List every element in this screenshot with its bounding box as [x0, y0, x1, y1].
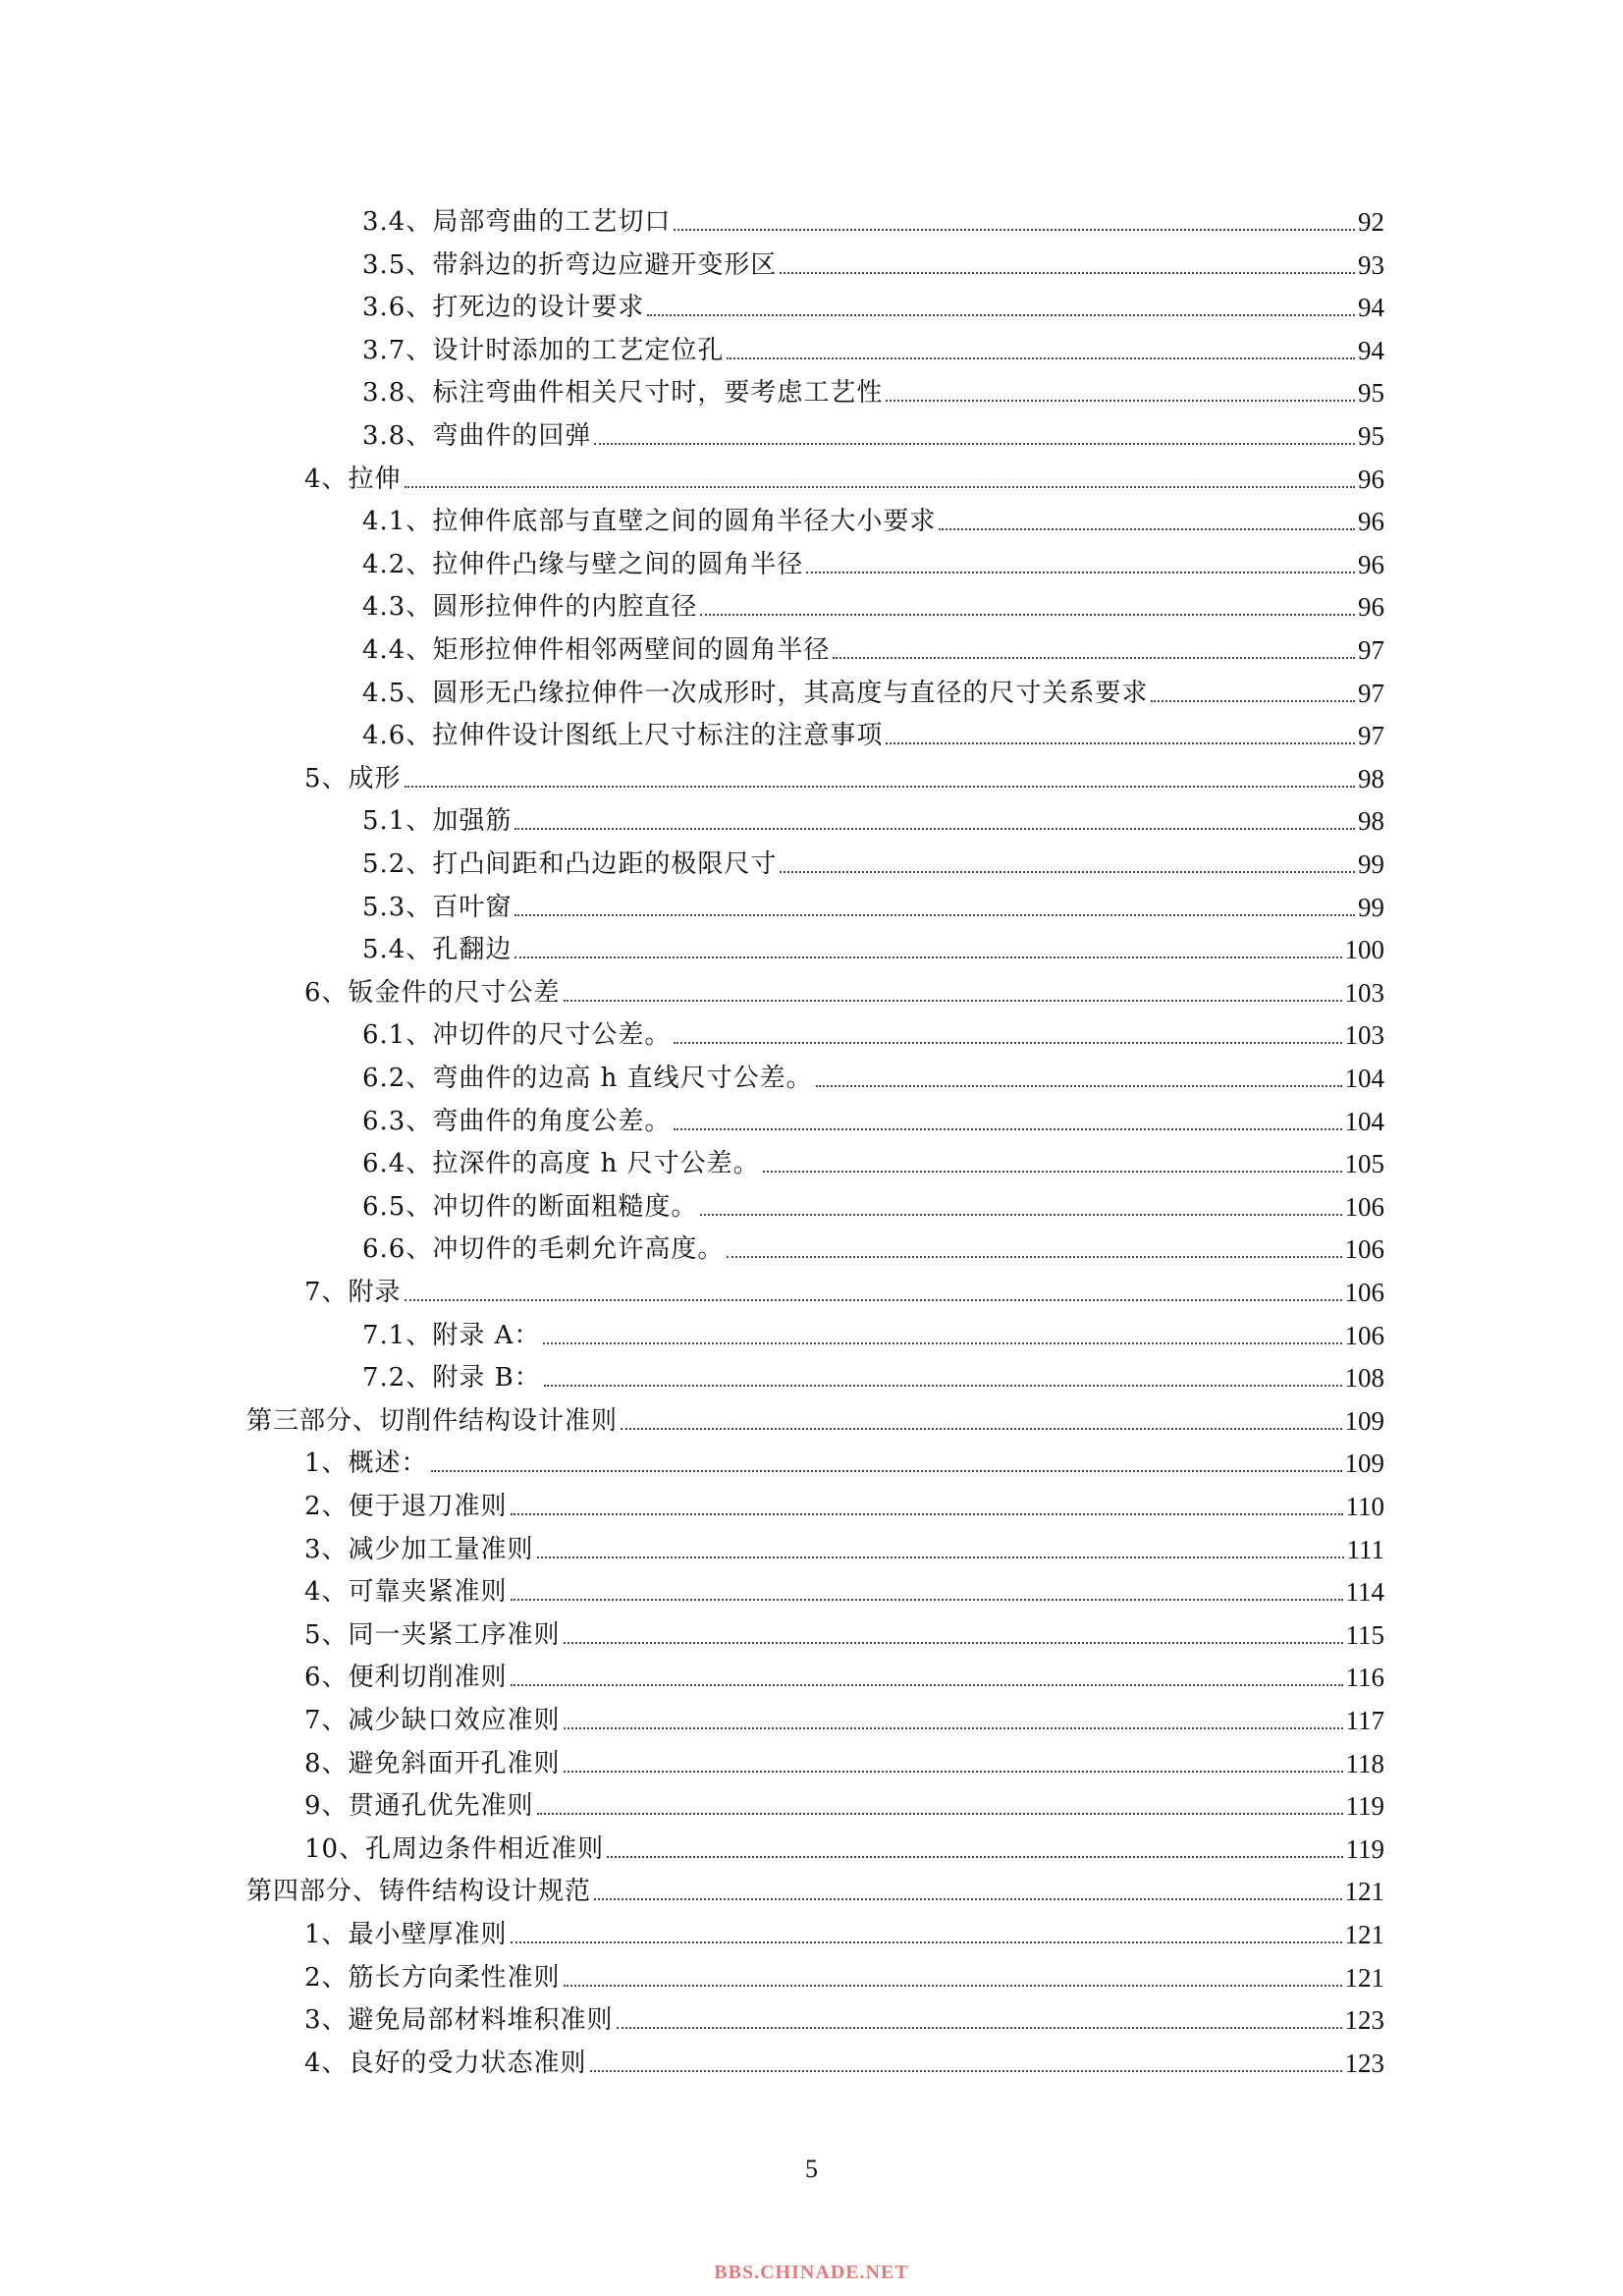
toc-entry[interactable]	[362, 1102, 1384, 1137]
toc-entry-title: 6.2、弯曲件的边高 h 直线尺寸公差。	[362, 1064, 813, 1093]
toc-dot-leader	[621, 1428, 1341, 1430]
toc-dot-leader	[564, 1771, 1343, 1773]
toc-dot-leader	[511, 1513, 1343, 1515]
toc-entry[interactable]	[362, 1015, 1384, 1051]
toc-entry-title: 4.4、矩形拉伸件相邻两壁间的圆角半径	[362, 635, 831, 665]
toc-entry-page: 106	[1344, 1320, 1384, 1350]
toc-entry[interactable]	[304, 759, 1384, 794]
toc-dot-leader	[544, 1385, 1342, 1387]
toc-entry-page: 110	[1345, 1492, 1384, 1521]
toc-entry[interactable]	[362, 716, 1384, 751]
toc-entry[interactable]	[362, 587, 1384, 623]
toc-entry-page: 92	[1358, 207, 1384, 237]
toc-dot-leader	[543, 1342, 1341, 1344]
toc-entry-page: 114	[1345, 1577, 1384, 1608]
toc-dot-leader	[431, 1470, 1342, 1472]
toc-entry[interactable]	[304, 1273, 1384, 1308]
toc-entry-page: 95	[1358, 421, 1384, 451]
toc-entry[interactable]	[362, 331, 1384, 366]
toc-entry[interactable]	[362, 801, 1384, 837]
toc-dot-leader	[537, 1557, 1344, 1558]
toc-entry[interactable]	[362, 373, 1384, 409]
toc-dot-leader	[564, 1642, 1343, 1644]
toc-entry[interactable]	[304, 1744, 1384, 1779]
toc-entry-page: 97	[1358, 635, 1384, 665]
toc-entry[interactable]	[362, 674, 1384, 709]
toc-entry-title: 5.2、打凸间距和凸边距的极限尺寸	[362, 849, 778, 879]
toc-entry-page: 106	[1344, 1191, 1384, 1222]
toc-entry-page: 111	[1346, 1534, 1384, 1564]
toc-entry-title: 4、良好的受力状态准则	[304, 2048, 587, 2078]
toc-entry-page: 99	[1358, 892, 1384, 922]
toc-entry-page: 119	[1345, 1833, 1384, 1864]
toc-entry-title: 4、可靠夹紧准则	[304, 1577, 508, 1608]
toc-entry-page: 117	[1345, 1706, 1384, 1735]
toc-entry-title: 4.3、圆形拉伸件的内腔直径	[362, 592, 698, 623]
toc-entry-page: 103	[1344, 1020, 1384, 1051]
toc-entry-title: 6、钣金件的尺寸公差	[304, 977, 561, 1008]
toc-entry[interactable]	[362, 1059, 1384, 1094]
toc-dot-leader	[564, 1000, 1342, 1002]
toc-dot-leader	[514, 828, 1355, 830]
toc-entry-page: 123	[1344, 2048, 1384, 2078]
toc-entry-title: 7、减少缺口效应准则	[304, 1706, 561, 1735]
toc-entry-title: 3.8、标注弯曲件相关尺寸时，要考虑工艺性	[362, 378, 884, 409]
toc-dot-leader	[1151, 700, 1355, 702]
toc-dot-leader	[806, 572, 1355, 574]
toc-entry-title: 4、拉伸	[304, 464, 402, 494]
toc-entry-title: 第四部分、铸件结构设计规范	[246, 1877, 592, 1907]
toc-dot-leader	[405, 786, 1355, 788]
toc-entry[interactable]	[304, 1701, 1384, 1736]
toc-entry-page: 98	[1358, 763, 1384, 793]
page-number: 5	[805, 2155, 818, 2183]
toc-entry[interactable]	[304, 1830, 1384, 1865]
toc-entry[interactable]	[304, 1572, 1384, 1608]
toc-dot-leader	[514, 914, 1355, 916]
toc-entry-page: 96	[1358, 507, 1384, 537]
toc-dot-leader	[594, 443, 1355, 445]
toc-dot-leader	[607, 1856, 1342, 1858]
toc-dot-leader	[886, 742, 1355, 744]
toc-dot-leader	[405, 1299, 1342, 1301]
toc-dot-leader	[700, 1214, 1341, 1216]
toc-entry[interactable]	[362, 416, 1384, 452]
toc-entry[interactable]	[304, 1444, 1384, 1479]
toc-entry[interactable]	[304, 2044, 1384, 2079]
toc-dot-leader	[564, 1985, 1342, 1987]
toc-entry-title: 4.5、圆形无凸缘拉伸件一次成形时，其高度与直径的尺寸关系要求	[362, 678, 1149, 708]
toc-dot-leader	[674, 1128, 1341, 1130]
toc-entry-title: 7、附录	[304, 1278, 402, 1307]
toc-dot-leader	[886, 400, 1355, 402]
toc-entry-page: 116	[1345, 1663, 1384, 1693]
toc-entry-page: 98	[1358, 806, 1384, 837]
toc-dot-leader	[514, 957, 1341, 958]
toc-entry-page: 108	[1344, 1363, 1384, 1394]
toc-dot-leader	[405, 486, 1355, 488]
toc-entry-title: 4.1、拉伸件底部与直壁之间的圆角半径大小要求	[362, 507, 937, 537]
toc-entry[interactable]	[362, 845, 1384, 880]
toc-entry-page: 96	[1358, 592, 1384, 623]
toc-entry-title: 3.7、设计时添加的工艺定位孔	[362, 335, 725, 365]
toc-entry-page: 109	[1344, 1405, 1384, 1436]
toc-entry[interactable]	[304, 1615, 1384, 1651]
toc-entry[interactable]	[304, 1530, 1384, 1565]
toc-dot-leader	[939, 528, 1355, 530]
toc-entry-title: 6.1、冲切件的尺寸公差。	[362, 1020, 672, 1051]
toc-entry-title: 6.4、拉深件的高度 h 尺寸公差。	[362, 1149, 760, 1179]
toc-entry-title: 5.1、加强筋	[362, 806, 513, 837]
toc-entry-page: 121	[1344, 1920, 1384, 1949]
toc-dot-leader	[647, 314, 1355, 316]
toc-entry-title: 1、最小壁厚准则	[304, 1920, 508, 1949]
toc-dot-leader	[780, 871, 1355, 873]
toc-entry-title: 2、筋长方向柔性准则	[304, 1962, 561, 1993]
toc-dot-leader	[727, 357, 1355, 359]
toc-entry-page: 100	[1344, 935, 1384, 965]
toc-entry[interactable]	[362, 545, 1384, 580]
toc-dot-leader	[674, 229, 1355, 231]
toc-entry-page: 94	[1358, 335, 1384, 365]
toc-entry-page: 104	[1344, 1064, 1384, 1093]
toc-entry-page: 106	[1344, 1234, 1384, 1265]
toc-entry[interactable]	[246, 1401, 1384, 1437]
toc-entry-page: 99	[1358, 849, 1384, 879]
toc-dot-leader	[833, 657, 1355, 659]
toc-dot-leader	[816, 1085, 1342, 1087]
toc-entry[interactable]	[362, 202, 1384, 238]
toc-entry-page: 105	[1344, 1149, 1384, 1179]
toc-dot-leader	[511, 1941, 1342, 1943]
toc-entry-page: 106	[1344, 1278, 1384, 1307]
toc-dot-leader	[780, 272, 1355, 274]
toc-entry[interactable]	[304, 1915, 1384, 1950]
toc-entry-page: 115	[1345, 1619, 1384, 1650]
toc-entry-page: 121	[1344, 1877, 1384, 1907]
toc-entry-title: 8、避免斜面开孔准则	[304, 1748, 561, 1778]
toc-entry[interactable]	[362, 1230, 1384, 1265]
toc-entry-title: 5.3、百叶窗	[362, 892, 513, 922]
toc-entry[interactable]	[304, 1786, 1384, 1822]
toc-dot-leader	[763, 1171, 1342, 1173]
toc-dot-leader	[590, 2070, 1342, 2072]
toc-entry[interactable]	[304, 460, 1384, 495]
toc-entry[interactable]	[304, 1487, 1384, 1522]
toc-entry-title: 3.5、带斜边的折弯边应避开变形区	[362, 249, 778, 280]
toc-entry[interactable]	[304, 2000, 1384, 2036]
toc-entry-page: 93	[1358, 249, 1384, 280]
toc-entry-title: 6.6、冲切件的毛刺允许高度。	[362, 1234, 725, 1265]
toc-entry-title: 3、避免局部材料堆积准则	[304, 2005, 614, 2036]
toc-entry[interactable]	[362, 1187, 1384, 1223]
toc-entry-title: 3.8、弯曲件的回弹	[362, 421, 592, 451]
toc-dot-leader	[511, 1599, 1343, 1601]
toc-entry[interactable]	[304, 1958, 1384, 1994]
toc-dot-leader	[537, 1813, 1343, 1815]
toc-dot-leader	[564, 1727, 1343, 1729]
toc-entry-page: 121	[1344, 1962, 1384, 1993]
toc-entry[interactable]	[246, 1872, 1384, 1907]
toc-entry-title: 4.6、拉伸件设计图纸上尺寸标注的注意事项	[362, 721, 884, 751]
toc-entry-page: 118	[1345, 1748, 1384, 1778]
toc-entry-page: 119	[1345, 1791, 1384, 1822]
toc-entry-page: 97	[1358, 678, 1384, 708]
toc-entry-page: 94	[1358, 293, 1384, 323]
toc-entry-title: 5、成形	[304, 763, 402, 793]
toc-entry-title: 5.4、孔翻边	[362, 935, 513, 965]
toc-entry-page: 96	[1358, 464, 1384, 494]
toc-entry[interactable]	[362, 888, 1384, 923]
toc-entry-title: 6、便利切削准则	[304, 1663, 508, 1693]
toc-entry[interactable]	[362, 246, 1384, 281]
toc-entry-title: 4.2、拉伸件凸缘与壁之间的圆角半径	[362, 549, 804, 579]
toc-entry[interactable]	[304, 973, 1384, 1009]
toc-entry-page: 95	[1358, 378, 1384, 409]
toc-entry-title: 10、孔周边条件相近准则	[304, 1833, 605, 1864]
toc-entry-title: 7.2、附录 B：	[362, 1363, 541, 1394]
toc-entry-title: 1、概述：	[304, 1449, 428, 1479]
toc-entry[interactable]	[304, 1658, 1384, 1693]
toc-entry[interactable]	[362, 1316, 1384, 1351]
toc-entry[interactable]	[362, 1144, 1384, 1179]
toc-dot-leader	[674, 1042, 1341, 1044]
toc-dot-leader	[727, 1256, 1341, 1258]
toc-dot-leader	[594, 1898, 1341, 1900]
toc-dot-leader	[617, 2027, 1342, 2029]
toc-entry-title: 6.5、冲切件的断面粗糙度。	[362, 1191, 698, 1222]
toc-entry-title: 5、同一夹紧工序准则	[304, 1619, 561, 1650]
toc-entry-page: 104	[1344, 1106, 1384, 1136]
toc-entry[interactable]	[362, 930, 1384, 965]
toc-entry-title: 3.4、局部弯曲的工艺切口	[362, 207, 672, 237]
watermark: BBS.CHINADE.NET	[714, 2262, 909, 2283]
toc-entry[interactable]	[362, 630, 1384, 666]
toc-entry-title: 7.1、附录 A：	[362, 1320, 541, 1350]
toc-entry-page: 103	[1344, 977, 1384, 1008]
toc-entry-page: 96	[1358, 549, 1384, 579]
toc-dot-leader	[700, 614, 1355, 616]
toc-entry[interactable]	[362, 1358, 1384, 1394]
toc-entry-title: 3.6、打死边的设计要求	[362, 293, 645, 323]
toc-entry-title: 3、减少加工量准则	[304, 1534, 534, 1564]
toc-entry-page: 109	[1344, 1449, 1384, 1479]
toc-entry[interactable]	[362, 288, 1384, 323]
toc-entry-title: 9、贯通孔优先准则	[304, 1791, 534, 1822]
toc-dot-leader	[511, 1684, 1343, 1686]
toc-entry-page: 123	[1344, 2005, 1384, 2036]
toc-entry[interactable]	[362, 502, 1384, 537]
toc-entry-title: 第三部分、切削件结构设计准则	[246, 1405, 619, 1436]
toc-entry-title: 6.3、弯曲件的角度公差。	[362, 1106, 672, 1136]
toc-entry-title: 2、便于退刀准则	[304, 1492, 508, 1521]
toc-entry-page: 97	[1358, 721, 1384, 751]
